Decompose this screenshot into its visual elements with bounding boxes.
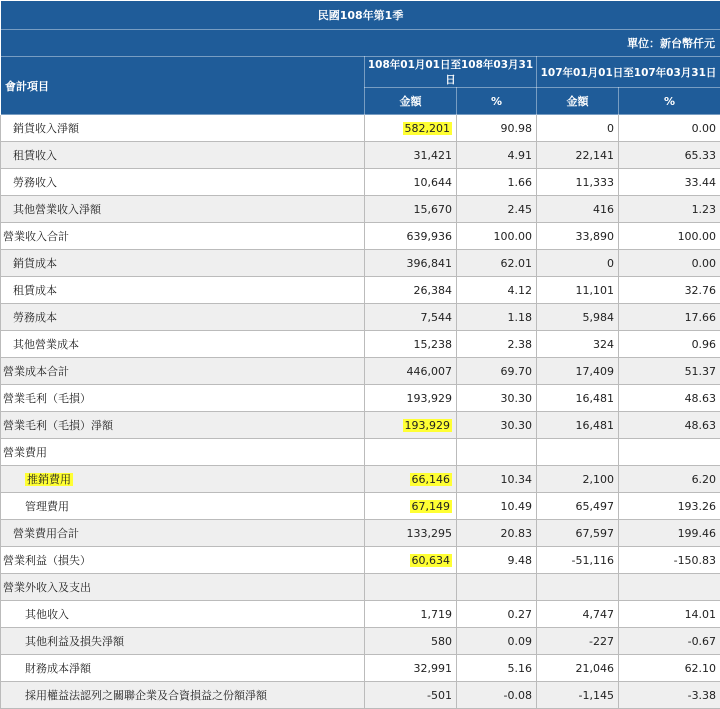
row-label-cell	[1, 628, 365, 655]
row-label-cell	[1, 304, 365, 331]
current-percent-cell	[457, 331, 537, 358]
prior-percent: 193.26	[677, 499, 717, 513]
prior-amount: 4,747	[582, 607, 614, 621]
row-label-cell	[1, 682, 365, 709]
current-percent: 10.49	[500, 499, 532, 513]
table-row	[1, 277, 720, 304]
current-percent-cell	[457, 601, 537, 628]
current-percent-cell	[457, 547, 537, 574]
column-header-prior-percent: %	[619, 88, 720, 115]
row-label-cell	[1, 115, 365, 142]
prior-amount-cell	[537, 493, 619, 520]
prior-percent-cell	[619, 574, 720, 601]
current-amount-cell	[365, 142, 457, 169]
prior-amount-cell	[537, 385, 619, 412]
current-percent-cell	[457, 250, 537, 277]
prior-percent: 48.63	[684, 391, 717, 405]
row-label: 營業成本合計	[3, 365, 69, 378]
prior-percent-cell	[619, 223, 720, 250]
prior-amount: 0	[607, 121, 614, 135]
row-label: 租賃收入	[13, 149, 57, 162]
prior-amount: 16,481	[575, 418, 614, 432]
current-amount-cell	[365, 655, 457, 682]
prior-percent: 17.66	[684, 310, 717, 324]
row-label: 營業費用合計	[13, 527, 79, 540]
row-label-cell	[1, 412, 365, 439]
prior-percent: 199.46	[677, 526, 717, 540]
current-percent-cell	[457, 682, 537, 709]
current-amount: 582,201	[404, 121, 450, 135]
current-percent-cell	[457, 439, 537, 466]
prior-percent-cell	[619, 547, 720, 574]
table-row	[1, 115, 720, 142]
row-label: 管理費用	[25, 500, 69, 513]
prior-amount-cell	[537, 412, 619, 439]
column-header-current-percent: %	[457, 88, 537, 115]
prior-percent-cell	[619, 304, 720, 331]
prior-percent-cell	[619, 466, 720, 493]
current-amount-cell	[365, 331, 457, 358]
row-label: 其他利益及損失淨額	[25, 635, 124, 648]
current-percent: 10.34	[500, 472, 532, 486]
current-amount-cell	[365, 358, 457, 385]
current-amount-cell	[365, 682, 457, 709]
row-label-cell	[1, 331, 365, 358]
current-amount-cell	[365, 385, 457, 412]
current-percent: 0.09	[507, 634, 532, 648]
table-row	[1, 358, 720, 385]
column-header-prior-amount: 金額	[537, 88, 619, 115]
table-row	[1, 196, 720, 223]
row-label: 推銷費用	[27, 473, 71, 486]
row-label-cell	[1, 196, 365, 223]
table-row	[1, 331, 720, 358]
prior-amount-cell	[537, 682, 619, 709]
table-body	[1, 115, 720, 709]
current-amount-cell	[365, 223, 457, 250]
prior-percent: 51.37	[684, 364, 717, 378]
current-amount: 66,146	[411, 472, 450, 486]
row-label: 採用權益法認列之關聯企業及合資損益之份額淨額	[25, 689, 267, 702]
prior-amount: 5,984	[582, 310, 614, 324]
row-label-cell	[1, 655, 365, 682]
prior-amount-cell	[537, 142, 619, 169]
prior-percent-cell	[619, 142, 720, 169]
current-percent: 90.98	[500, 121, 532, 135]
current-amount: 639,936	[406, 229, 452, 243]
current-amount-cell	[365, 466, 457, 493]
row-label-cell	[1, 223, 365, 250]
prior-amount: 11,333	[575, 175, 614, 189]
row-label: 租賃成本	[13, 284, 57, 297]
current-amount: 67,149	[411, 499, 450, 513]
prior-amount: -1,145	[578, 688, 614, 702]
row-label: 營業外收入及支出	[3, 581, 91, 594]
prior-amount-cell	[537, 331, 619, 358]
prior-amount-cell	[537, 574, 619, 601]
prior-amount-cell	[537, 628, 619, 655]
prior-percent-cell	[619, 439, 720, 466]
row-label: 營業毛利（毛損）	[3, 392, 91, 405]
current-amount-cell	[365, 628, 457, 655]
column-header-current-period: 108年01月01日至108年03月31日	[365, 57, 537, 88]
page-title: 民國108年第1季	[1, 1, 720, 30]
prior-amount: 324	[593, 337, 614, 351]
prior-amount: 65,497	[575, 499, 614, 513]
prior-percent-cell	[619, 682, 720, 709]
current-percent-cell	[457, 223, 537, 250]
row-label-cell	[1, 358, 365, 385]
prior-amount: 22,141	[575, 148, 614, 162]
table-row	[1, 250, 720, 277]
current-percent: 20.83	[500, 526, 532, 540]
current-amount-cell	[365, 547, 457, 574]
current-amount: 446,007	[406, 364, 452, 378]
row-label: 勞務成本	[13, 311, 57, 324]
current-percent: 5.16	[507, 661, 532, 675]
row-label-cell	[1, 142, 365, 169]
table-row	[1, 466, 720, 493]
current-percent-cell	[457, 196, 537, 223]
current-amount-cell	[365, 412, 457, 439]
current-percent-cell	[457, 628, 537, 655]
current-amount: 396,841	[406, 256, 452, 270]
current-amount: 60,634	[411, 553, 450, 567]
prior-percent-cell	[619, 412, 720, 439]
current-amount-cell	[365, 277, 457, 304]
prior-percent-cell	[619, 196, 720, 223]
column-header-prior-period: 107年01月01日至107年03月31日	[537, 57, 720, 88]
row-label: 其他營業收入淨額	[13, 203, 101, 216]
row-label: 其他收入	[25, 608, 69, 621]
row-label: 銷貨收入淨額	[13, 122, 79, 135]
row-label: 勞務收入	[13, 176, 57, 189]
current-percent-cell	[457, 304, 537, 331]
current-amount-cell	[365, 574, 457, 601]
prior-percent-cell	[619, 655, 720, 682]
prior-percent-cell	[619, 385, 720, 412]
row-label-cell	[1, 493, 365, 520]
current-percent: 1.66	[507, 175, 532, 189]
current-percent: 9.48	[507, 553, 532, 567]
prior-percent-cell	[619, 169, 720, 196]
row-label-cell	[1, 574, 365, 601]
current-amount-cell	[365, 250, 457, 277]
prior-percent: 6.20	[691, 472, 717, 486]
row-label: 營業毛利（毛損）淨額	[3, 419, 113, 432]
prior-amount: 11,101	[575, 283, 614, 297]
current-amount: 31,421	[413, 148, 452, 162]
current-percent-cell	[457, 277, 537, 304]
prior-percent: 0.00	[691, 121, 717, 135]
prior-percent-cell	[619, 331, 720, 358]
prior-amount-cell	[537, 250, 619, 277]
prior-amount-cell	[537, 601, 619, 628]
current-amount: 1,719	[420, 607, 452, 621]
row-label: 營業費用	[3, 446, 47, 459]
prior-percent: 65.33	[684, 148, 717, 162]
current-percent: 1.18	[507, 310, 532, 324]
row-label-cell	[1, 250, 365, 277]
prior-amount-cell	[537, 466, 619, 493]
prior-percent: 0.96	[691, 337, 717, 351]
column-header-current-amount: 金額	[365, 88, 457, 115]
current-percent-cell	[457, 169, 537, 196]
current-percent: 0.27	[507, 607, 532, 621]
prior-percent: 62.10	[684, 661, 717, 675]
prior-percent: 48.63	[684, 418, 717, 432]
current-amount: 15,238	[413, 337, 452, 351]
current-percent-cell	[457, 358, 537, 385]
prior-amount-cell	[537, 358, 619, 385]
current-amount-cell	[365, 601, 457, 628]
table-row	[1, 385, 720, 412]
current-percent-cell	[457, 115, 537, 142]
prior-percent-cell	[619, 115, 720, 142]
prior-amount-cell	[537, 547, 619, 574]
prior-amount-cell	[537, 223, 619, 250]
prior-amount: 2,100	[582, 472, 614, 486]
current-amount: 26,384	[413, 283, 452, 297]
row-label: 營業利益（損失）	[3, 554, 91, 567]
current-percent: 4.12	[507, 283, 532, 297]
current-percent: -0.08	[503, 688, 532, 702]
prior-amount: 0	[607, 256, 614, 270]
current-percent: 2.38	[507, 337, 532, 351]
current-percent: 4.91	[507, 148, 532, 162]
current-amount: 15,670	[413, 202, 452, 216]
table-row	[1, 601, 720, 628]
table-row	[1, 304, 720, 331]
current-amount-cell	[365, 520, 457, 547]
row-label-cell	[1, 169, 365, 196]
table-row	[1, 169, 720, 196]
current-amount-cell	[365, 493, 457, 520]
row-label-cell	[1, 385, 365, 412]
current-percent: 30.30	[500, 391, 532, 405]
table-row	[1, 655, 720, 682]
prior-amount: 17,409	[575, 364, 614, 378]
prior-amount-cell	[537, 169, 619, 196]
row-label: 財務成本淨額	[25, 662, 91, 675]
prior-amount: 16,481	[575, 391, 614, 405]
table-row	[1, 223, 720, 250]
current-amount: -501	[427, 688, 452, 702]
prior-percent-cell	[619, 277, 720, 304]
prior-amount-cell	[537, 520, 619, 547]
prior-percent-cell	[619, 628, 720, 655]
row-label-cell	[1, 601, 365, 628]
prior-percent-cell	[619, 601, 720, 628]
prior-percent: 1.23	[691, 202, 717, 216]
current-percent: 69.70	[500, 364, 532, 378]
column-header-item: 會計項目	[1, 57, 365, 115]
table-row	[1, 142, 720, 169]
prior-percent: 32.76	[684, 283, 717, 297]
prior-amount-cell	[537, 304, 619, 331]
prior-amount: 21,046	[575, 661, 614, 675]
prior-amount-cell	[537, 439, 619, 466]
current-amount-cell	[365, 115, 457, 142]
row-label: 其他營業成本	[13, 338, 79, 351]
current-percent-cell	[457, 574, 537, 601]
current-percent-cell	[457, 412, 537, 439]
current-amount-cell	[365, 196, 457, 223]
prior-percent: 100.00	[677, 229, 717, 243]
prior-amount-cell	[537, 196, 619, 223]
current-amount-cell	[365, 169, 457, 196]
table-row	[1, 574, 720, 601]
prior-amount: -227	[589, 634, 614, 648]
current-amount: 10,644	[413, 175, 452, 189]
row-label: 營業收入合計	[3, 230, 69, 243]
current-percent: 30.30	[500, 418, 532, 432]
current-amount: 32,991	[413, 661, 452, 675]
current-percent-cell	[457, 493, 537, 520]
prior-percent-cell	[619, 250, 720, 277]
table-row	[1, 439, 720, 466]
prior-amount-cell	[537, 115, 619, 142]
prior-amount: -51,116	[571, 553, 614, 567]
unit-label: 單位：新台幣仟元	[1, 30, 720, 57]
prior-percent: 14.01	[684, 607, 717, 621]
current-percent-cell	[457, 385, 537, 412]
row-label-cell	[1, 466, 365, 493]
current-amount-cell	[365, 439, 457, 466]
row-label-cell	[1, 439, 365, 466]
prior-amount: 67,597	[575, 526, 614, 540]
table-row	[1, 412, 720, 439]
prior-percent-cell	[619, 520, 720, 547]
prior-percent: 0.00	[691, 256, 717, 270]
current-amount: 133,295	[406, 526, 452, 540]
prior-percent: -3.38	[687, 688, 717, 702]
current-percent: 2.45	[507, 202, 532, 216]
current-percent-cell	[457, 466, 537, 493]
current-amount: 193,929	[406, 391, 452, 405]
prior-percent: 33.44	[684, 175, 717, 189]
current-percent-cell	[457, 520, 537, 547]
prior-percent-cell	[619, 493, 720, 520]
current-percent: 62.01	[500, 256, 532, 270]
current-amount: 193,929	[404, 418, 450, 432]
row-label-cell	[1, 547, 365, 574]
table-row	[1, 520, 720, 547]
prior-percent: -0.67	[687, 634, 717, 648]
prior-amount: 416	[593, 202, 614, 216]
current-percent: 100.00	[493, 229, 532, 243]
current-amount: 580	[431, 634, 452, 648]
prior-amount-cell	[537, 655, 619, 682]
prior-percent: -150.83	[673, 553, 717, 567]
prior-percent-cell	[619, 358, 720, 385]
current-percent-cell	[457, 655, 537, 682]
prior-amount: 33,890	[575, 229, 614, 243]
prior-amount-cell	[537, 277, 619, 304]
row-label: 銷貨成本	[13, 257, 57, 270]
current-amount: 7,544	[420, 310, 452, 324]
row-label-cell	[1, 520, 365, 547]
table-row	[1, 547, 720, 574]
table-row	[1, 682, 720, 709]
table-row	[1, 493, 720, 520]
table-row	[1, 628, 720, 655]
current-amount-cell	[365, 304, 457, 331]
row-label-cell	[1, 277, 365, 304]
current-percent-cell	[457, 142, 537, 169]
